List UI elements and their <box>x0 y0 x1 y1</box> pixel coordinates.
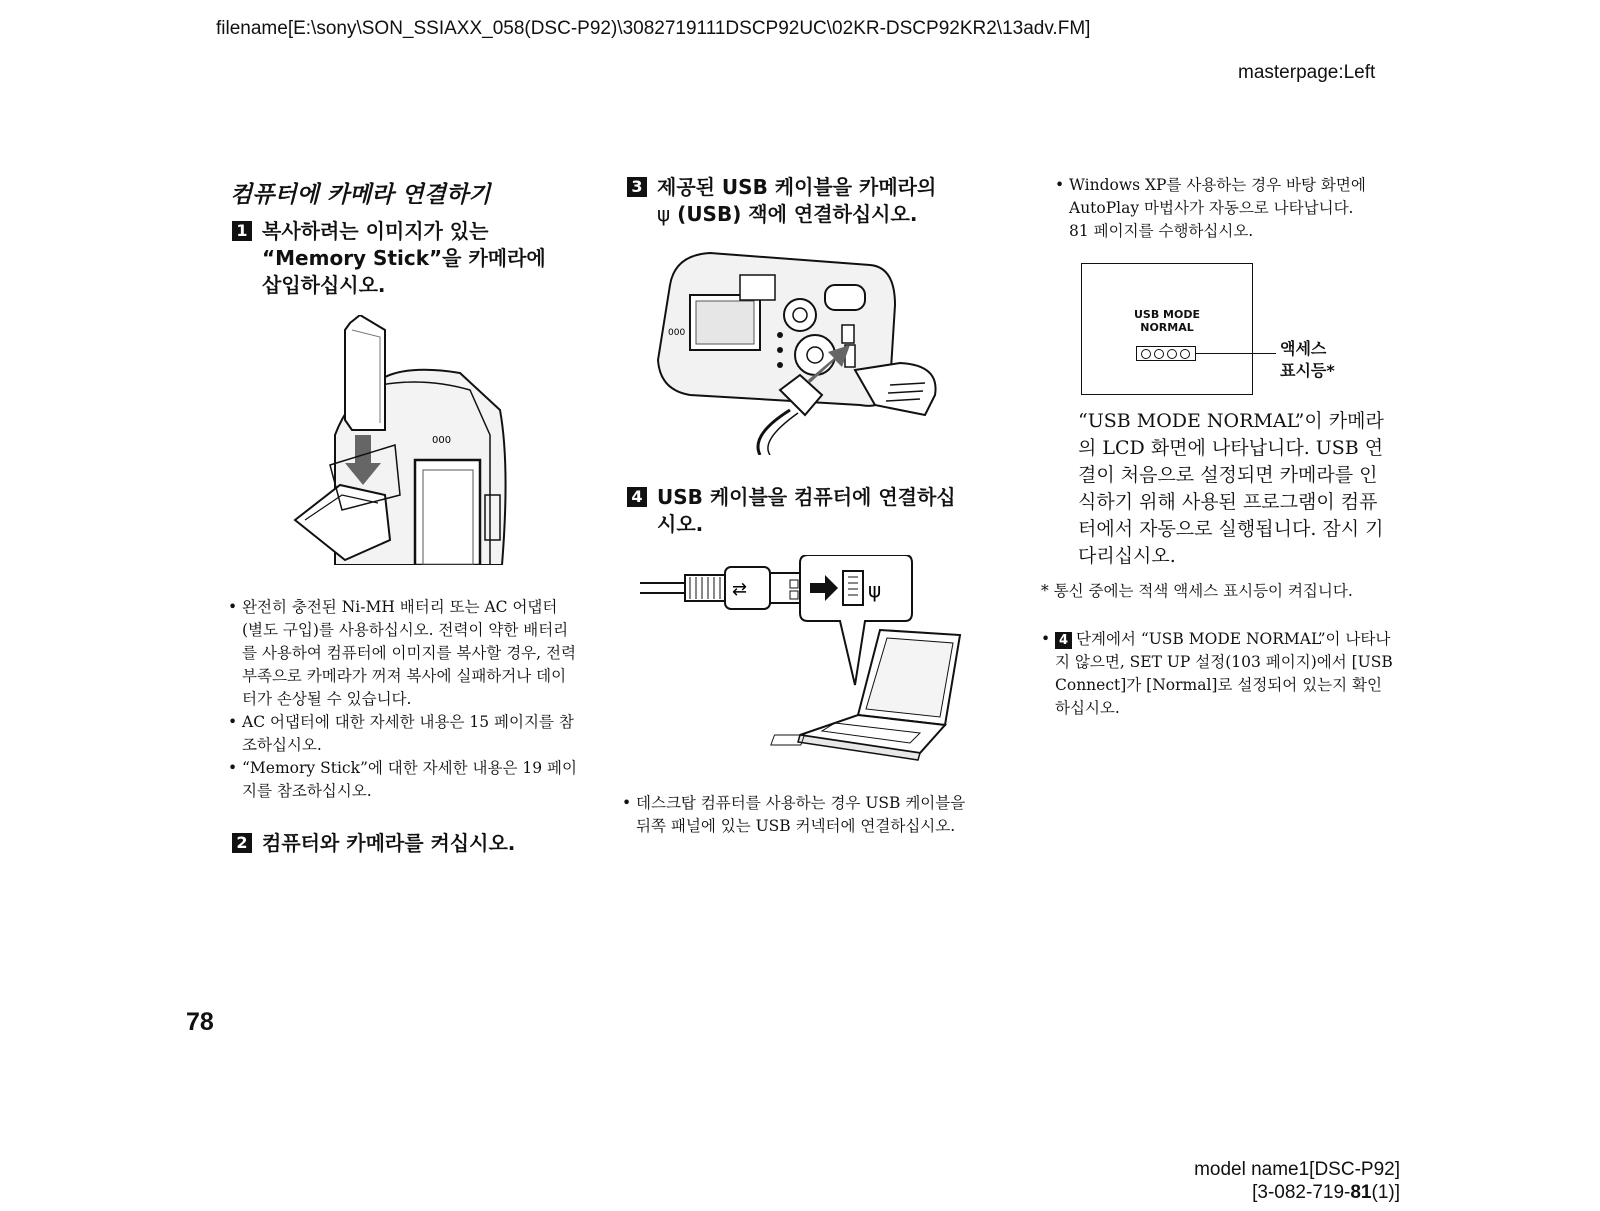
part-number-bold: 81 <box>1350 1182 1372 1203</box>
right-bottom-note <box>1041 628 1396 720</box>
svg-text:⇄: ⇄ <box>732 579 748 600</box>
step-3-line1: 제공된 USB 케이블을 카메라의 <box>657 175 937 199</box>
part-number-prefix: [3-082-719- <box>1252 1182 1351 1203</box>
usb-symbol-icon: ψ <box>657 202 671 226</box>
right-top-notes <box>1055 174 1370 243</box>
lcd-mode-line1: USB MODE <box>1133 308 1200 321</box>
middle-note: • 데스크탑 컴퓨터를 사용하는 경우 USB 케이블을 뒤쪽 패널에 있는 USB 커넥터에 연결하십시오. <box>622 792 972 838</box>
right-bottom-notes <box>1041 628 1396 720</box>
left-note-1: • 완전히 충전된 Ni-MH 배터리 또는 AC 어댑터(별도 구입)를 사용하십시오. 전력이 약한 배터리를 사용하여 컴퓨터에 이미지를 복사할 경우, 전력 부족으로 카메라가 꺼져 복사에 실패하거나 데이터가 손상될 수 있습니다. <box>228 596 578 711</box>
lcd-mode-line2: NORMAL <box>1140 321 1194 334</box>
step-4 <box>627 484 972 538</box>
step-1 <box>232 218 577 299</box>
inline-step-number-4: 4 <box>1055 632 1072 649</box>
laptop-usb-illustration <box>640 555 985 775</box>
step-number-3: 3 <box>627 177 647 197</box>
filename-header: filename[E:\sony\SON_SSIAXX_058(DSC-P92)\3082719111DSCP92UC\02KR-DSCP92KR2\13adv.FM] <box>216 18 1091 39</box>
left-note-2: • AC 어댑터에 대한 자세한 내용은 15 페이지를 참조하십시오. <box>228 711 578 757</box>
part-number-suffix: (1)] <box>1371 1182 1400 1203</box>
lamp-dot-icon <box>1167 349 1177 359</box>
svg-text:000: 000 <box>668 328 686 338</box>
lamp-dot-icon <box>1141 349 1151 359</box>
middle-notes-list <box>622 792 972 838</box>
step-4-text: USB 케이블을 컴퓨터에 연결하십시오. <box>657 485 956 536</box>
left-notes-list <box>228 596 578 803</box>
lcd-screen-diagram <box>1081 263 1253 395</box>
part-number-line <box>1194 1181 1400 1204</box>
footnote-text: 통신 중에는 적색 액세스 표시등이 켜집니다. <box>1053 582 1353 600</box>
step-3-line2: (USB) 잭에 연결하십시오. <box>677 202 918 226</box>
masterpage-label: masterpage:Left <box>1238 62 1376 83</box>
page-number: 78 <box>186 1008 214 1036</box>
right-bottom-note-text: 단계에서 “USB MODE NORMAL”이 나타나지 않으면, SET UP 설정(103 페이지)에서 [USB Connect]가 [Normal]로 설정되어 있는지 확인하십시오. <box>1055 630 1393 717</box>
access-leader-line <box>1196 353 1276 354</box>
step-2 <box>232 830 577 857</box>
access-label-line1: 액세스 <box>1280 339 1327 358</box>
access-lamp-bar <box>1136 346 1196 361</box>
step-number-1: 1 <box>232 221 252 241</box>
camera-usb-illustration <box>650 245 950 455</box>
step-2-text: 컴퓨터와 카메라를 켜십시오. <box>262 831 516 855</box>
footnote-mark: * <box>1041 582 1049 600</box>
access-indicator-label <box>1280 338 1335 382</box>
step-1-text: 복사하려는 이미지가 있는 “Memory Stick”을 카메라에 삽입하십시오. <box>262 219 546 297</box>
model-name-line: model name1[DSC-P92] <box>1194 1159 1400 1180</box>
step-number-4: 4 <box>627 487 647 507</box>
footnote <box>1041 580 1401 602</box>
left-note-3: • “Memory Stick”에 대한 자세한 내용은 19 페이지를 참조하십시오. <box>228 757 578 803</box>
section-title: 컴퓨터에 카메라 연결하기 <box>230 182 491 208</box>
step-3 <box>627 174 972 228</box>
svg-text:000: 000 <box>432 435 452 446</box>
model-footer <box>1194 1158 1400 1204</box>
usb-mode-description: “USB MODE NORMAL”이 카메라의 LCD 화면에 나타납니다. USB 연결이 처음으로 설정되면 카메라를 인식하기 위해 사용된 프로그램이 컴퓨터에서 자동으로 실행됩니다. 잠시 기다리십시오. <box>1078 410 1384 567</box>
memory-stick-illustration <box>290 315 515 565</box>
step-number-2: 2 <box>232 833 252 853</box>
right-top-note: • Windows XP를 사용하는 경우 바탕 화면에 AutoPlay 마법사가 자동으로 나타납니다. 81 페이지를 수행하십시오. <box>1055 174 1370 243</box>
access-label-line2: 표시등* <box>1280 361 1335 380</box>
lamp-dot-icon <box>1180 349 1190 359</box>
svg-text:ψ: ψ <box>868 578 882 602</box>
lamp-dot-icon <box>1154 349 1164 359</box>
